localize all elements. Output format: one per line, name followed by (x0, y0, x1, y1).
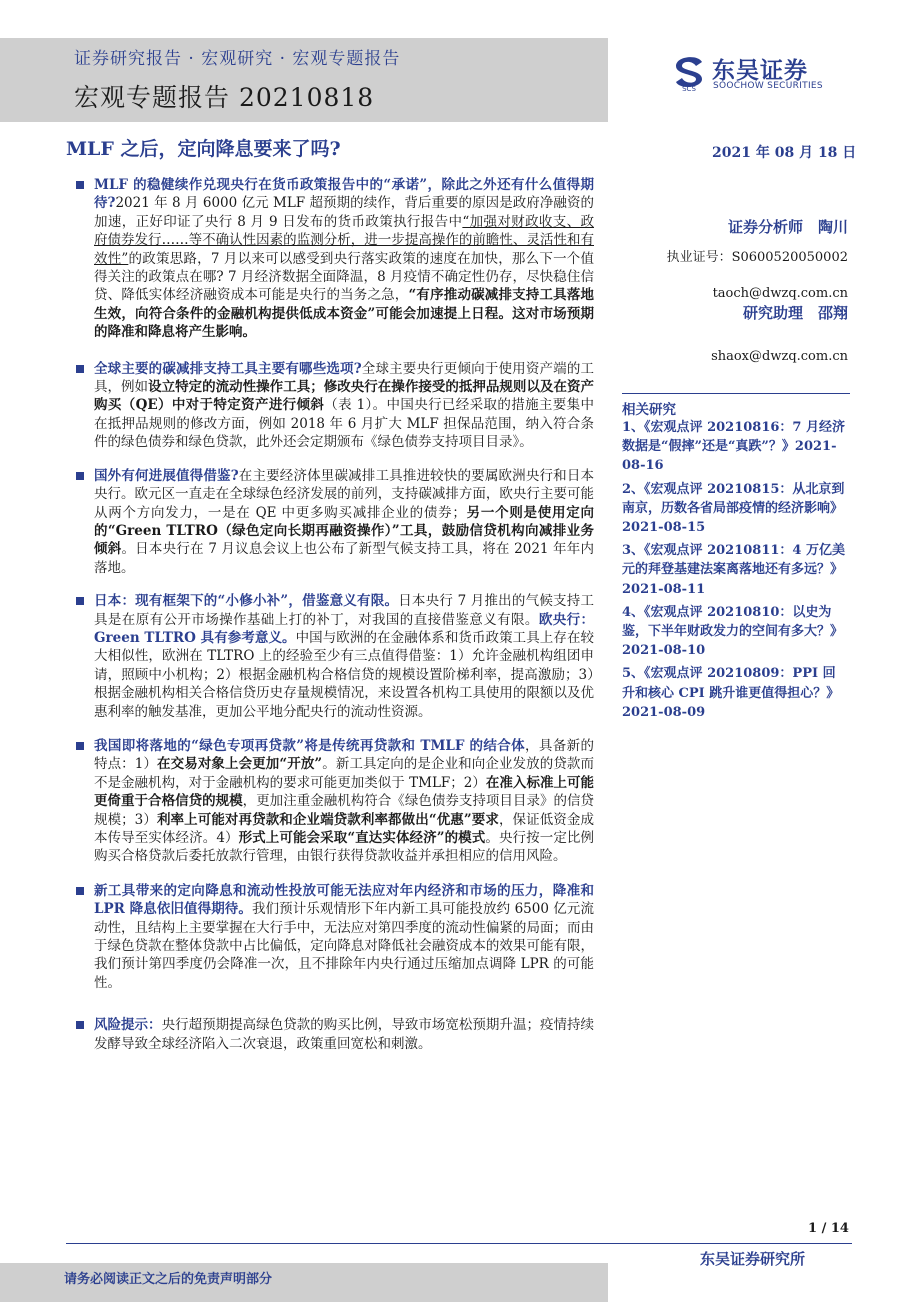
paragraph-segment: 另一个则是使用定向的“Green TLTRO（绿色定向长期再融资操作）”工具，鼓励信贷机构向减排业务倾斜 (94, 504, 594, 558)
paragraph-segment: 在交易对象上会更加“开放” (157, 756, 323, 773)
bullet-square-icon (76, 365, 84, 373)
paragraph-segment: 风险提示： (94, 1017, 162, 1034)
paragraph-segment: ，具备新的特点：1） (94, 737, 595, 773)
related-research-title: 相关研究 (622, 402, 676, 418)
paragraph-segment: MLF 的稳健续作兑现央行在货币政策报告中的“承诺”，除此之外还有什么值得期待? (94, 177, 594, 212)
paragraph-segment: 中国与欧洲的在金融体系和货币政策工具上存在较大相似性，欧洲在 TLTRO 上的经验至少有三点值得借鉴：1）允许金融机构组团申请，照顾中小机构；2）根据金融机构合格信贷的规模设置阶梯利率，提高激励；3）根据金融机构相关合格信贷历史存量规模情况，来设置各机构工具使用的限额以及优惠利率的触发基准，更加公平地分配央行的流动性资源。 (94, 629, 595, 720)
related-item[interactable]: 2、《宏观点评 20210815：从北京到南京，历数各省局部疫情的经济影响》2021-08-15 (622, 481, 845, 536)
paragraph-segment: 。日本央行在 7 月议息会议上也公布了新型气候支持工具，将在 2021 年年内落地。 (94, 541, 594, 576)
paragraph-segment: 在准入标准上可能更倚重于合格信贷的规模 (94, 774, 595, 810)
paragraph-segment: 欧央行：Green TLTRO 具有参考意义。 (94, 611, 595, 646)
bullet-paragraph (76, 737, 594, 866)
report-category: 证券研究报告 · 宏观研究 · 宏观专题报告 (74, 49, 401, 69)
paragraph-segment: 新工具带来的定向降息和流动性投放可能无法应对年内经济和市场的压力，降准和 LPR 降息依旧值得期待。 (94, 882, 594, 918)
paragraph-segment: 利率上可能对再贷款和企业端贷款利率都做出“优惠”要求 (156, 811, 499, 828)
bullet-paragraph (76, 467, 594, 577)
paragraph-segment: ，更加注重金融机构符合《绿色债券支持项目目录》的信贷规模；3） (94, 793, 595, 828)
paragraph-segment: 日本央行 7 月推出的气候支持工具是在原有公开市场操作基础上打的补丁，对我国的直接借鉴意义有限。 (94, 593, 594, 628)
logo-english-name: SOOCHOW SECURITIES (713, 81, 823, 91)
bullet-square-icon (76, 742, 84, 750)
related-item[interactable]: 5、《宏观点评 20210809：PPI 回升和核心 CPI 跳升谁更值得担心？》2021-08-09 (622, 666, 840, 720)
paragraph-segment: 日本：现有框架下的“小修小补”，借鉴意义有限。 (94, 593, 399, 610)
paragraph-segment: （表 1）。中国央行已经采取的措施主要集中在抵押品规则的修改方面，例如 2018 年 6 月扩大 MLF 担保品范围，纳入符合条件的绿色债券和绿色贷款，此外还会定期颁布《绿色债券支持项目目录》。 (94, 397, 594, 451)
report-body (76, 176, 594, 1053)
bullet-square-icon (76, 887, 84, 895)
paragraph-segment: 。新工具定向的是企业和向企业发放的贷款而不是金融机构，对于金融机构的要求可能更加类似于 TMLF；2） (94, 756, 594, 791)
paragraph-segment: 2021 年 8 月 6000 亿元 MLF 超预期的续作，背后重要的原因是政府净融资的加速，正好印证了央行 8 月 9 日发布的货币政策执行报告中 (94, 195, 594, 230)
paragraph-segment: 央行超预期提高绿色贷款的购买比例，导致市场宽松预期升温；疫情持续发酵导致全球经济陷入二次衰退，政策重回宽松和刺激。 (94, 1017, 595, 1052)
page-number: 1 / 14 (808, 1221, 849, 1236)
logo-mark-icon (672, 52, 706, 92)
paragraph-segment: 的政策思路，7 月以来可以感受到央行落实政策的速度在加快，那么下一个值得关注的政策点在哪? 7 月经济数据全面降温，8 月疫情不确定性仍存，尽快稳住信贷、降低实体经济融资成本可能是央行的当务之急， (94, 250, 594, 304)
analyst-2-email[interactable]: shaox@dwzq.com.cn (711, 349, 848, 364)
paragraph-segment: 形式上可能会采取“直达实体经济”的模式 (238, 830, 486, 846)
analyst-1-cert: 执业证号：S0600520050002 (666, 250, 848, 265)
bullet-paragraph (76, 176, 594, 342)
footer-institute: 东吴证券研究所 (700, 1250, 806, 1268)
footer-divider (66, 1243, 852, 1244)
paragraph-segment: 在主要经济体里碳减排工具推进较快的要属欧洲央行和日本央行。欧元区一直走在全球绿色经济发展的前列，支持碳减排方面，欧央行主要可能从两个方向发力，一是在 QE 中更多购买减排企业的债券； (94, 467, 594, 521)
related-research-list (622, 418, 848, 726)
bullet-square-icon (76, 597, 84, 605)
paragraph-segment: 我国即将落地的“绿色专项再贷款”将是传统再贷款和 TMLF 的结合体 (94, 737, 526, 754)
paragraph-segment: 设立特定的流动性操作工具；修改央行在操作接受的抵押品规则以及在资产购买（QE）中对于特定资产进行倾斜 (94, 379, 595, 414)
analyst-2 (622, 302, 848, 364)
paragraph-segment: 。央行按一定比例购买合格贷款后委托放款行管理，由银行获得贷款收益并承担相应的信用风险。 (94, 830, 594, 865)
logo-chinese-name: 东吴证券 (712, 58, 808, 84)
paragraph-segment: 我们预计乐观情形下年内新工具可能投放约 6500 亿元流动性，且结构上主要掌握在大行手中，无法应对第四季度的流动性偏紧的局面；而由于绿色贷款在整体贷款中占比偏低，定向降息对降低社会融资成本的效果可能有限，我们预计第四季度仍会降准一次，且不排除年内央行通过压缩加点调降 LPR 的可能性。 (94, 901, 594, 991)
analyst-1-name: 证券分析师 陶川 (727, 218, 848, 236)
disclaimer-notice[interactable]: 请务必阅读正文之后的免责声明部分 (64, 1272, 273, 1287)
company-logo (672, 52, 862, 94)
paragraph-segment: “有序推动碳减排支持工具落地生效，向符合条件的金融机构提供低成本资金”可能会加速提上日程。这对市场预期的降准和降息将产生影响。 (94, 287, 595, 341)
analyst-2-name: 研究助理 邵翔 (742, 304, 848, 322)
bullet-paragraph (76, 360, 594, 452)
paragraph-segment: 全球主要的碳减排支持工具主要有哪些选项? (94, 360, 362, 377)
related-item[interactable]: 4、《宏观点评 20210810：以史为鉴，下半年财政发力的空间有多大？》2021-08-10 (622, 604, 844, 659)
paragraph-segment: “加强对财政收支、政府债券发行……等不确认性因素的监测分析，进一步提高操作的前瞻性、灵活性和有效性” (94, 213, 594, 267)
related-item[interactable]: 3、《宏观点评 20210811：4 万亿美元的拜登基建法案离落地还有多远？》2021-08-11 (622, 543, 846, 597)
paragraph-segment: 全球主要央行更倾向于使用资产端的工具，例如 (94, 360, 594, 396)
related-divider (622, 393, 850, 394)
bullet-paragraph (76, 882, 594, 992)
report-series-title: 宏观专题报告 20210818 (74, 83, 375, 112)
analyst-1-email[interactable]: taoch@dwzq.com.cn (712, 286, 848, 301)
related-item[interactable]: 1、《宏观点评 20210816：7 月经济数据是“假摔”还是“真跌”？》2021-08-16 (622, 420, 846, 474)
bullet-square-icon (76, 472, 84, 480)
bullet-square-icon (76, 181, 84, 189)
bullet-paragraph (76, 592, 594, 721)
paragraph-segment: 国外有何进展值得借鉴? (94, 467, 239, 484)
bullet-square-icon (76, 1021, 84, 1029)
report-date: 2021 年 08 月 18 日 (712, 145, 857, 161)
svg-text:SCS: SCS (682, 85, 696, 92)
bullet-paragraph (76, 1016, 594, 1053)
paragraph-segment: ，保证低资金成本传导至实体经济。4） (94, 811, 594, 846)
analyst-1 (622, 216, 848, 301)
report-title: MLF 之后，定向降息要来了吗? (66, 138, 341, 160)
